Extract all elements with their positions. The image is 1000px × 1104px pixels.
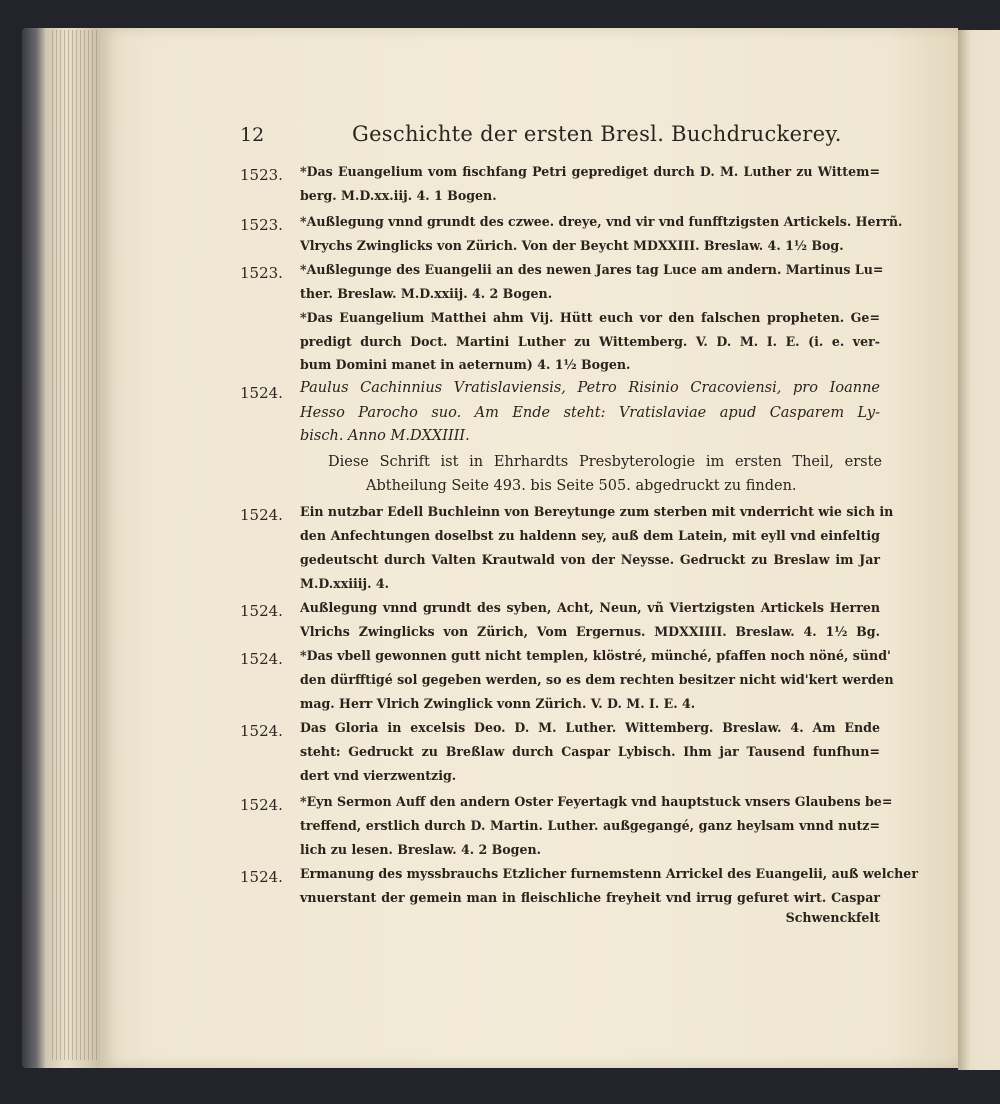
entry-line: *Das Euangelium Matthei ahm Vij. Hütt euch vor den falschen propheten. Ge= [300,310,880,325]
entry-line: den Anfechtungen doselbst zu haldenn sey, auß dem Latein, mit eyll vnd einfeltig [300,528,880,543]
entry-note: Abtheilung Seite 493. bis Seite 505. abgedruckt zu finden. [366,478,797,494]
entry-line: M.D.xxiiij. 4. [300,576,390,591]
entry-line: lich zu lesen. Breslaw. 4. 2 Bogen. [300,842,542,857]
entry-line: steht: Gedruckt zu Breßlaw durch Caspar Lybisch. Ihm jar Tausend funfhun= [300,744,880,759]
entry-line: dert vnd vierzwentzig. [300,768,457,783]
entry-year: 1523. [240,264,283,282]
entry-year: 1524. [240,384,283,402]
entry-line: predigt durch Doct. Martini Luther zu Wittemberg. V. D. M. I. E. (i. e. ver- [300,334,880,349]
entry-line: vnuerstant der gemein man in fleischliche freyheit vnd irrug gefuret wirt. Caspar [300,890,880,905]
entry-line: Vlrichs Zwinglicks von Zürich, Vom Ergernus. MDXXIIII. Breslaw. 4. 1½ Bg. [300,624,880,639]
entry-line: *Außlegung vnnd grundt des czwee. dreye, vnd vir vnd funfftzigsten Artickels. Herrñ. [300,214,903,229]
entry-note: Diese Schrift ist in Ehrhardts Presbyterologie im ersten Theil, erste [328,454,882,470]
entry-line: Hesso Parocho suo. Am Ende steht: Vratislaviae apud Casparem Ly- [300,405,880,421]
entry-line: Außlegung vnnd grundt des syben, Acht, Neun, vñ Viertzigsten Artickels Herren [300,600,880,615]
entry-year: 1523. [240,216,283,234]
entry-year: 1523. [240,166,283,184]
page-number: 12 [240,124,265,146]
entry-line: Vlrychs Zwinglicks von Zürich. Von der Beycht MDXXIII. Breslaw. 4. 1½ Bog. [300,238,844,253]
entry-line: *Eyn Sermon Auff den andern Oster Feyertagk vnd hauptstuck vnsers Glaubens be= [300,794,893,809]
entry-line: Ein nutzbar Edell Buchleinn von Bereytunge zum sterben mit vnderricht wie sich in [300,504,894,519]
entry-year: 1524. [240,650,283,668]
entry-line: mag. Herr Vlrich Zwinglick vonn Zürich. V. D. M. I. E. 4. [300,696,696,711]
entry-line: berg. M.D.xx.iij. 4. 1 Bogen. [300,188,497,203]
entry-line: bisch. Anno M.DXXIIII. [300,428,470,444]
entry-year: 1524. [240,722,283,740]
entry-line: Das Gloria in excelsis Deo. D. M. Luther. Wittemberg. Breslaw. 4. Am Ende [300,720,880,735]
entry-line: *Das vbell gewonnen gutt nicht templen, klöstré, münché, pfaffen noch nöné, sünd' [300,648,891,663]
catchword: Schwenckfelt [785,910,880,925]
running-title: Geschichte der ersten Bresl. Buchdruckerey. [352,122,842,146]
entry-year: 1524. [240,506,283,524]
entry-year: 1524. [240,868,283,886]
entry-year: 1524. [240,602,283,620]
entry-line: *Das Euangelium vom fischfang Petri geprediget durch D. M. Luther zu Wittem= [300,164,880,179]
entry-year: 1524. [240,796,283,814]
entry-line: den dürfftigé sol gegeben werden, so es dem rechten besitzer nicht wid'kert werden [300,672,894,687]
entry-line: bum Domini manet in aeternum) 4. 1½ Bogen. [300,357,631,372]
entry-line: *Außlegunge des Euangelii an des newen Jares tag Luce am andern. Martinus Lu= [300,262,884,277]
entry-line: Ermanung des myssbrauchs Etzlicher furnemstenn Arrickel des Euangelii, auß welcher [300,866,918,881]
entry-line: ther. Breslaw. M.D.xxiij. 4. 2 Bogen. [300,286,553,301]
entry-line: gedeutscht durch Valten Krautwald von der Neysse. Gedruckt zu Breslaw im Jar [300,552,880,567]
entry-line: Paulus Cachinnius Vratislaviensis, Petro Risinio Cracoviensi, pro Ioanne [300,380,880,396]
entry-line: treffend, erstlich durch D. Martin. Luther. außgegangé, ganz heylsam vnnd nutz= [300,818,880,833]
